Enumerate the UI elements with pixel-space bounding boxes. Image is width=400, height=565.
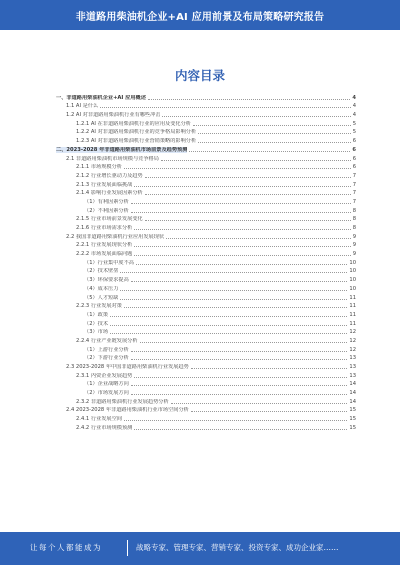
toc-entry-page: 12 (349, 346, 356, 353)
toc-entry-label: 2.3.1 内资企业发展趋势 (76, 372, 133, 379)
toc-entry[interactable] (56, 205, 356, 214)
toc-leader-dots (191, 368, 348, 369)
toc-entry-label: （1）政策 (84, 311, 109, 318)
header-bar (0, 0, 400, 30)
toc-leader-dots (145, 194, 351, 195)
toc-entry[interactable] (56, 361, 356, 370)
toc-leader-dots (131, 281, 348, 282)
toc-leader-dots (131, 203, 351, 204)
toc-entry-label: 1.1 AI 是什么 (66, 103, 99, 110)
toc-entry-label: （2）不利因素分析 (84, 207, 129, 214)
toc-entry[interactable] (56, 301, 356, 310)
toc-entry-page: 7 (352, 198, 356, 205)
toc-entry[interactable] (56, 153, 356, 162)
toc-leader-dots (171, 403, 348, 404)
toc-leader-dots (131, 351, 348, 352)
toc-entry-page: 9 (352, 233, 356, 240)
toc-entry-page: 14 (349, 398, 356, 405)
toc-entry-page: 11 (349, 294, 356, 301)
toc-leader-dots (134, 229, 350, 230)
toc-entry-page: 9 (352, 251, 356, 258)
toc-leader-dots (131, 359, 348, 360)
toc-leader-dots (145, 177, 351, 178)
toc-entry-page: 10 (349, 259, 356, 266)
toc-entry-label: 2.4 2023-2028 年非道路用柴油机行业市场空间分析 (66, 407, 189, 414)
toc-entry-page: 11 (349, 320, 356, 327)
toc-entry-page: 15 (349, 407, 356, 414)
toc-leader-dots (110, 325, 347, 326)
toc-entry-page: 4 (352, 112, 356, 119)
toc-entry[interactable] (56, 222, 356, 231)
toc-entry[interactable] (56, 379, 356, 388)
toc-entry-label: 2.4.1 行业发展空间 (76, 416, 122, 423)
toc-entry-label: 2.1 非道路用柴油机市场规模与竞争格局 (66, 155, 159, 162)
toc-leader-dots (134, 186, 350, 187)
toc-entry[interactable] (56, 170, 356, 179)
footer-tagline: 战略专家、管理专家、营销专家、投资专家、成功企业家…… (136, 543, 339, 552)
toc-leader-dots (134, 246, 350, 247)
toc-entry-page: 8 (352, 207, 356, 214)
toc-entry-page: 8 (352, 225, 356, 231)
toc-entry[interactable] (56, 413, 356, 422)
toc-entry[interactable] (56, 335, 356, 344)
toc-leader-dots (120, 290, 347, 291)
toc-entry-page: 4 (352, 103, 356, 110)
toc-entry[interactable] (56, 309, 356, 318)
toc-entry[interactable] (56, 196, 356, 205)
toc-entry[interactable] (56, 283, 356, 292)
toc-entry-label: （5）人才短缺 (84, 294, 119, 301)
toc-leader-dots (140, 342, 348, 343)
toc-leader-dots (161, 160, 351, 161)
toc-leader-dots (198, 142, 351, 143)
toc-entry-page: 10 (349, 268, 356, 275)
toc-entry-label: （2）技术壁垒 (84, 268, 119, 275)
toc-entry[interactable] (56, 274, 356, 283)
toc-entry-label: 2.1.6 行业市场需求分析 (76, 225, 133, 231)
report-title: 非道路用柴油机企业+AI 应用前景及布局策略研究报告 (75, 12, 325, 23)
toc-entry-label: （1）行业集中度不高 (84, 259, 134, 266)
toc-entry[interactable] (56, 179, 356, 188)
toc-entry-page: 11 (349, 303, 356, 310)
toc-leader-dots (191, 411, 348, 412)
toc-entry-page: 8 (352, 216, 356, 223)
toc-leader-dots (124, 420, 347, 421)
toc-leader-dots (134, 255, 350, 256)
toc-entry-page: 4 (352, 94, 356, 101)
toc-entry-label: （1）有利因素分析 (84, 198, 129, 205)
toc-entry-page: 13 (349, 364, 356, 370)
toc-entry-page: 5 (352, 120, 356, 127)
toc-leader-dots (166, 238, 351, 239)
toc-entry[interactable] (56, 266, 356, 275)
toc-entry-label: 1.2.1 AI 在非道路用柴油机行业的应用及变化分析 (76, 120, 191, 127)
toc-entry-label: 2.1.4 影响行业发展因素分析 (76, 190, 143, 197)
toc-entry-page: 7 (352, 190, 356, 197)
toc-leader-dots (145, 220, 351, 221)
toc-entry-label: （4）成本压力 (84, 285, 119, 292)
toc-entry-page: 12 (349, 329, 356, 336)
toc-entry[interactable] (56, 248, 356, 257)
toc-leader-dots (162, 116, 350, 117)
toc-leader-dots (193, 125, 351, 126)
toc-leader-dots (100, 107, 350, 108)
footer-brand: 让每个人都能成为 (30, 543, 102, 552)
toc-entry-label: 2.2.2 市场发展面临问题 (76, 251, 133, 258)
toc-entry-page: 13 (349, 372, 356, 379)
toc-entry[interactable] (56, 257, 356, 266)
toc-entry-label: 1.2 AI 对非道路用柴油机行业有哪些冲击 (66, 112, 161, 119)
toc-entry-page: 13 (349, 355, 356, 362)
toc-entry[interactable] (56, 387, 356, 396)
toc-entry-label: 2.2.3 行业发展对策 (76, 303, 122, 310)
toc-entry-page: 15 (349, 416, 356, 423)
toc-entry[interactable] (56, 127, 356, 136)
toc-entry[interactable] (56, 405, 356, 414)
toc-entry-label: 1.2.2 AI 对非道路用柴油机行业的竞争格局影响分析 (76, 129, 197, 136)
toc-leader-dots (110, 316, 347, 317)
toc-entry[interactable] (56, 344, 356, 353)
toc-entry-label: （3）市场 (84, 329, 109, 336)
toc-entry-label: （2）下游行业分析 (84, 355, 129, 362)
toc-entry-label: （3）环保要求提高 (84, 277, 129, 284)
footer-bar (0, 532, 400, 565)
toc-leader-dots (198, 133, 351, 134)
toc-entry-label: 2.3 2023-2028 年中国非道路用柴油机行业发展趋势 (66, 364, 189, 370)
toc-entry-label: （2）技术 (84, 320, 109, 327)
table-of-contents (56, 92, 356, 431)
toc-entry-label: （1）上游行业分析 (84, 346, 129, 353)
toc-entry-label: 2.1.1 市场规模分析 (76, 164, 122, 171)
toc-leader-dots (124, 307, 347, 308)
toc-entry-label: 1.2.3 AI 对非道路用柴油机行业营销策略的影响分析 (76, 138, 197, 145)
toc-entry[interactable] (56, 327, 356, 336)
footer-divider (127, 540, 128, 556)
toc-entry-label: 2.2.1 行业发展现状分析 (76, 242, 133, 249)
toc-entry[interactable] (56, 118, 356, 127)
toc-entry[interactable] (56, 214, 356, 223)
toc-entry-page: 10 (349, 277, 356, 284)
toc-entry-page: 7 (352, 172, 356, 179)
toc-entry-page: 11 (349, 311, 356, 318)
toc-leader-dots (136, 264, 347, 265)
toc-entry-page: 7 (352, 181, 356, 188)
toc-leader-dots (189, 151, 350, 152)
toc-entry[interactable] (56, 144, 356, 153)
toc-entry-page: 6 (352, 155, 356, 162)
toc-entry-label: 一、非道路用柴油机企业+AI 应用概述 (56, 94, 146, 101)
toc-entry[interactable] (56, 135, 356, 144)
toc-leader-dots (120, 299, 347, 300)
toc-leader-dots (131, 394, 348, 395)
toc-entry-label: 2.1.2 行业增长驱动力及趋势 (76, 172, 143, 179)
toc-entry[interactable] (56, 396, 356, 405)
toc-leader-dots (134, 377, 347, 378)
toc-entry[interactable] (56, 318, 356, 327)
toc-entry[interactable] (56, 240, 356, 249)
toc-entry[interactable] (56, 188, 356, 197)
toc-entry[interactable] (56, 292, 356, 301)
toc-leader-dots (124, 168, 351, 169)
toc-entry[interactable] (56, 109, 356, 118)
toc-entry-label: 2.4.2 行业市场规模预测 (76, 424, 133, 431)
toc-leader-dots (120, 272, 347, 273)
toc-entry-page: 5 (352, 129, 356, 136)
toc-entry-label: 2.1.3 行业发展面临挑战 (76, 181, 133, 188)
toc-entry[interactable] (56, 162, 356, 171)
toc-entry-page: 6 (352, 164, 356, 171)
toc-entry[interactable] (56, 422, 356, 431)
toc-entry[interactable] (56, 370, 356, 379)
toc-entry-label: 2.2 我国非道路用柴油机行业应用发展现状 (66, 233, 165, 240)
toc-entry[interactable] (56, 353, 356, 362)
toc-entry-page: 15 (349, 424, 356, 431)
toc-entry-label: 2.3.2 非道路用柴油机行业发展趋势分析 (76, 398, 169, 405)
toc-entry-label: 2.2.4 行业产业链发展分析 (76, 337, 138, 344)
toc-entry-label: 二、2023-2028 年非道路用柴油机市场前景及趋势预测 (56, 146, 188, 153)
toc-entry-label: （2）市场发展方向 (84, 390, 129, 397)
toc-entry-page: 10 (349, 285, 356, 292)
toc-entry-label: 2.1.5 行业市场前景发展变化 (76, 216, 143, 223)
toc-leader-dots (148, 99, 350, 100)
toc-leader-dots (110, 333, 347, 334)
toc-leader-dots (131, 212, 351, 213)
toc-entry-page: 6 (352, 138, 356, 145)
toc-entry[interactable] (56, 92, 356, 101)
toc-entry-page: 14 (349, 381, 356, 388)
toc-entry-label: （1）企业战略方向 (84, 381, 129, 388)
toc-entry[interactable] (56, 231, 356, 240)
toc-leader-dots (131, 385, 348, 386)
toc-entry-page: 9 (352, 242, 356, 249)
toc-entry-page: 6 (352, 146, 356, 153)
toc-entry[interactable] (56, 101, 356, 110)
toc-entry-page: 12 (349, 337, 356, 344)
toc-entry-page: 14 (349, 390, 356, 397)
toc-leader-dots (134, 429, 347, 430)
toc-heading: 内容目录 (174, 68, 225, 83)
